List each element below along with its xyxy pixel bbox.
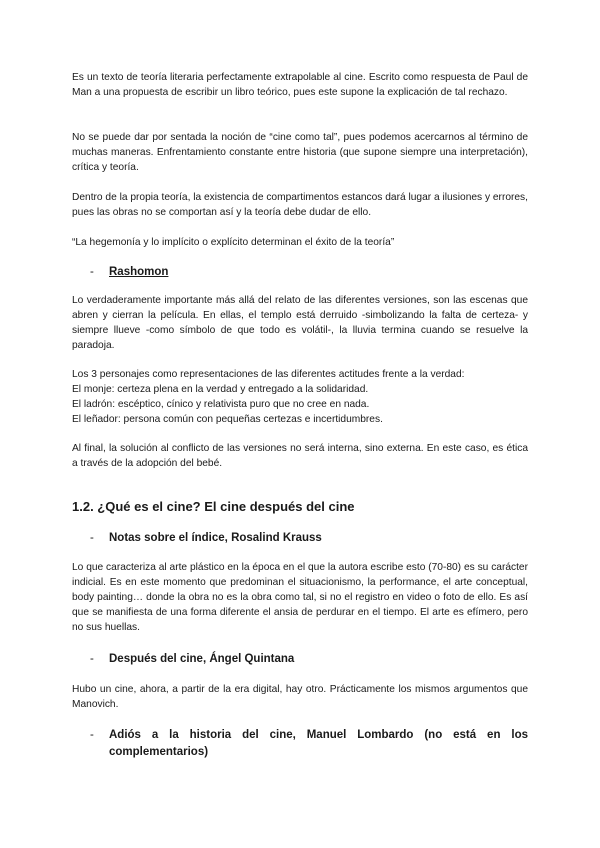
list-personajes [72,367,528,427]
paragraph-krauss: Lo que caracteriza al arte plástico en la época en el que la autora escribe esto (70-80) es su carácter indicial. Es en este momento que predominan el situacionismo, la performance, el arte conceptual, body painting… donde la obra no es la obra como tal, si no el registro en video o foto de ello. Es así que se manifiesta de una forma diferente el ansia de perdurar en el tiempo. El arte es efímero, pero no sus huellas. [72,562,528,633]
bullet-dash: - [90,653,94,665]
paragraph-cine-como-tal: No se puede dar por sentada la noción de “cine como tal”, pues podemos acercarnos al término de muchas maneras. Enfrentamiento constante entre historia (que supone siempre una interpretación), crítica y teoría. [72,132,528,173]
section-heading: 1.2. ¿Qué es el cine? El cine después del cine [72,499,355,514]
list-line: El ladrón: escéptico, cínico y relativista puro que no cree en nada. [72,399,370,410]
paragraph-intro: Es un texto de teoría literaria perfectamente extrapolable al cine. Escrito como respuesta de Paul de Man a una propuesta de escribir un libro teórico, pues este supone la explicación de tal rechazo. [72,72,528,98]
bullet-label-quintana: Después del cine, Ángel Quintana [109,653,295,665]
list-line: El leñador: persona común con pequeñas certezas e incertidumbres. [72,414,383,425]
bullet-dash: - [90,729,94,741]
bullet-dash: - [90,266,94,278]
list-line: Los 3 personajes como representaciones de las diferentes actitudes frente a la verdad: [72,369,465,380]
bullet-label-krauss: Notas sobre el índice, Rosalind Krauss [109,532,322,544]
paragraph-quintana: Hubo un cine, ahora, a partir de la era digital, hay otro. Prácticamente los mismos argumentos que Manovich. [72,684,528,710]
paragraph-compartimentos: Dentro de la propia teoría, la existencia de compartimentos estancos dará lugar a ilusiones y errores, pues las obras no se comportan así y la teoría debe dudar de ello. [72,192,528,218]
bullet-label-lombardo: Adiós a la historia del cine, Manuel Lombardo (no está en los complementarios) [109,729,528,758]
bullet-dash: - [90,532,94,544]
paragraph-rashomon: Lo verdaderamente importante más allá del relato de las diferentes versiones, son las escenas que abren y cierran la película. En ellas, el templo está derruido -simbolizando la falta de certeza- y siempre llueve -como símbolo de que todo es volátil-, la lluvia termina cuando se resuelve la paradoja. [72,295,528,351]
bullet-lombardo [90,727,528,761]
list-line: El monje: certeza plena en la verdad y entregado a la solidaridad. [72,384,369,395]
paragraph-final: Al final, la solución al conflicto de las versiones no será interna, sino externa. En este caso, es ética a través de la adopción del bebé. [72,443,528,469]
quote-hegemonia: “La hegemonía y lo implícito o explícito determinan el éxito de la teoría” [72,237,395,248]
bullet-label-rashomon: Rashomon [109,266,169,278]
